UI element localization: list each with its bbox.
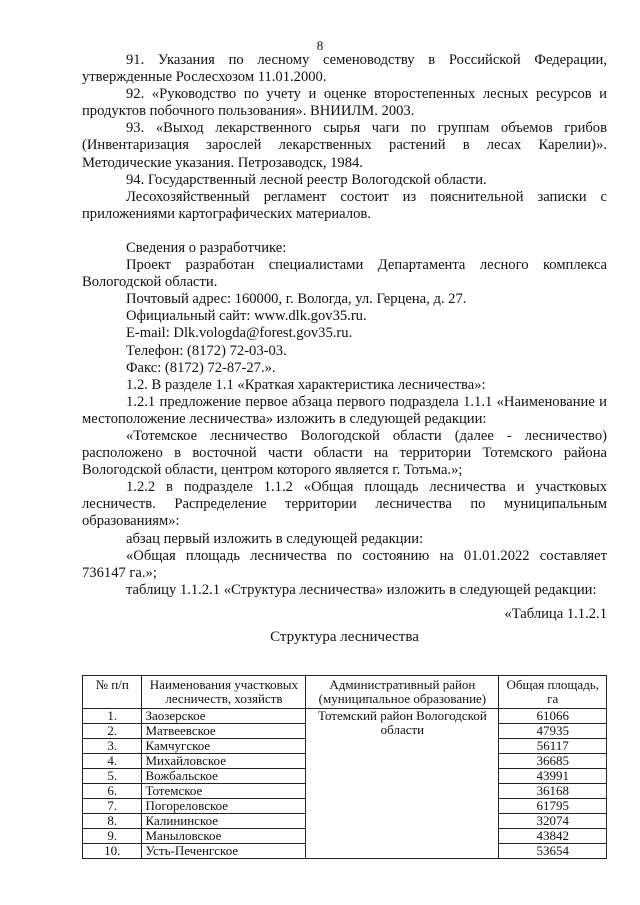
developer-email: E-mail: Dlk.vologda@forest.gov35.ru. [126, 325, 353, 342]
row-forestry-name: Вожбальское [142, 769, 306, 784]
row-area: 61066 [499, 709, 607, 724]
amendment-quote-area: «Общая площадь лесничества по состоянию на 01.01.2022 составляет 736147 га.»; [82, 547, 607, 581]
row-forestry-name: Калининское [142, 814, 306, 829]
row-forestry-name: Заозерское [142, 709, 306, 724]
list-item-93: 93. «Выход лекарственного сырья чаги по группам объемов грибов (Инвентаризация зарослей лекарственных растений в лесах Карелии)». Методические указания. Петрозаводск, 1984. [82, 120, 607, 171]
row-number: 2. [83, 724, 142, 739]
row-number: 3. [83, 739, 142, 754]
row-number: 4. [83, 754, 142, 769]
header-number: № п/п [83, 676, 142, 709]
table-row [83, 709, 607, 724]
row-forestry-name: Маныловское [142, 829, 306, 844]
row-area: 43991 [499, 769, 607, 784]
row-number: 1. [83, 709, 142, 724]
list-item-91: 91. Указания по лесному семеноводству в Российской Федерации, утвержденные Рослесхозом 11.01.2000. [82, 52, 607, 86]
row-forestry-name: Тотемское [142, 784, 306, 799]
list-item-92: 92. «Руководство по учету и оценке второстепенных лесных ресурсов и продуктов побочного пользования». ВНИИЛМ. 2003. [82, 86, 607, 120]
table-body [83, 709, 607, 859]
row-forestry-name: Матвеевское [142, 724, 306, 739]
regulation-composition: Лесохозяйственный регламент состоит из пояснительной записки с приложениями картографических материалов. [82, 188, 607, 222]
developer-phone: Телефон: (8172) 72-03-03. [126, 342, 287, 359]
row-district: Тотемский район Вологодской области [306, 709, 499, 859]
row-area: 32074 [499, 814, 607, 829]
forestry-structure-table [82, 675, 607, 859]
developer-address: Почтовый адрес: 160000, г. Вологда, ул. Герцена, д. 27. [126, 291, 467, 308]
row-number: 10. [83, 844, 142, 859]
header-area: Общая площадь, га [499, 676, 607, 709]
header-district: Административный район (муниципальное образование) [306, 676, 499, 709]
row-area: 36168 [499, 784, 607, 799]
row-number: 8. [83, 814, 142, 829]
document-body [82, 52, 607, 650]
table-header-row [83, 676, 607, 709]
developer-project: Проект разработан специалистами Департамента лесного комплекса Вологодской области. [82, 257, 607, 291]
row-area: 53654 [499, 844, 607, 859]
row-area: 43842 [499, 829, 607, 844]
amendment-quote-location: «Тотемское лесничество Вологодской области (далее - лесничество) расположено в восточной части области на территории Тотемского района Вологодской области, центром которого является г. Тотьма.»; [82, 427, 607, 479]
row-forestry-name: Михайловское [142, 754, 306, 769]
row-number: 7. [83, 799, 142, 814]
table-caption: Структура лесничества [270, 629, 419, 645]
developer-heading: Сведения о разработчике: [126, 239, 287, 256]
list-item-94: 94. Государственный лесной реестр Вологодской области. [126, 171, 487, 188]
amendment-1-2-2: 1.2.2 в подразделе 1.1.2 «Общая площадь лесничества и участковых лесничеств. Распределение территории лесничества по муниципальным образованиям»: [82, 479, 607, 530]
row-area: 47935 [499, 724, 607, 739]
row-area: 61795 [499, 799, 607, 814]
amendment-1-2: 1.2. В разделе 1.1 «Краткая характеристика лесничества»: [126, 376, 486, 393]
developer-site: Официальный сайт: www.dlk.gov35.ru. [126, 308, 367, 325]
row-forestry-name: Камчугское [142, 739, 306, 754]
amendment-first-paragraph: абзац первый изложить в следующей редакции: [126, 530, 424, 547]
row-area: 36685 [499, 754, 607, 769]
row-number: 6. [83, 784, 142, 799]
table-reference: «Таблица 1.1.2.1 [504, 605, 607, 622]
row-number: 9. [83, 829, 142, 844]
row-area: 56117 [499, 739, 607, 754]
row-forestry-name: Усть-Печенгское [142, 844, 306, 859]
developer-fax: Факс: (8172) 72-87-27.». [126, 359, 276, 376]
header-name: Наименования участковых лесничеств, хозяйств [142, 676, 306, 709]
row-forestry-name: Погореловское [142, 799, 306, 814]
row-number: 5. [83, 769, 142, 784]
page-number: 8 [316, 38, 324, 53]
amendment-table: таблицу 1.1.2.1 «Структура лесничества» изложить в следующей редакции: [126, 581, 597, 598]
amendment-1-2-1: 1.2.1 предложение первое абзаца первого подраздела 1.1.1 «Наименование и местоположение лесничества» изложить в следующей редакции: [82, 393, 607, 427]
